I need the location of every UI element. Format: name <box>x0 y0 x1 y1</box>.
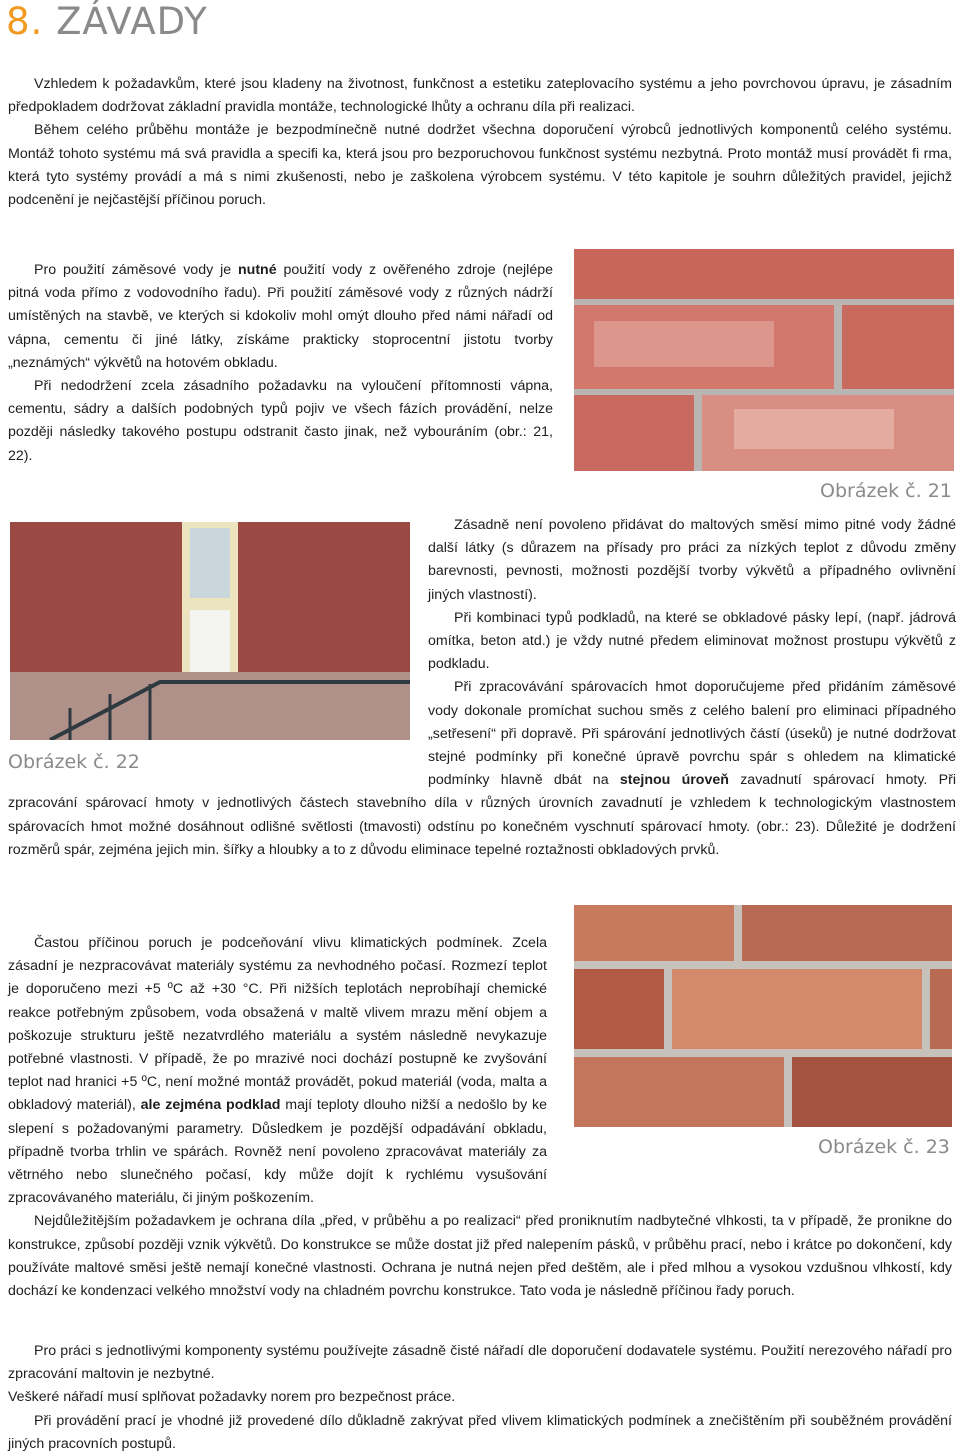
mortar-paragraph-1: Zásadně není povoleno přidávat do maltových směsí mimo pitné vody žádné další látky (s důrazem na přísady pro práci za nízkých teplot z důvodu změny barevnosti, pevnosti, možnosti pozdější tvorby výkvětů a případného ovlivnění jiných vlastností). <box>428 517 956 603</box>
climate-text-b: mají teploty dlouho nižší a nedošlo by ke slepení s požadovanými parametry. Důsledkem je pozdější odpadávání obkladu, případně tvorba trhlin ve spárách. Rovněž není povoleno zpracovávat materiály za větrného nebo slunečného počasí, kdy může dojít k rychlému vysušování zpracovávaného materiálu, či jiným poškozením. <box>8 1097 547 1207</box>
figure-23-caption: Obrázek č. 23 <box>818 1136 950 1158</box>
intro-section <box>8 73 952 212</box>
tools-paragraph-2: Veškeré nářadí musí splňovat požadavky norem pro bezpečnost práce. <box>8 1389 456 1406</box>
water-text-bold: nutné <box>238 262 277 278</box>
water-text-a: Pro použití záměsové vody je <box>34 262 238 278</box>
figure-22-caption: Obrázek č. 22 <box>8 751 140 773</box>
climate-text-a: Častou příčinou poruch je podceňování vlivu klimatických podmínek. Zcela zásadní je nezpracovávat materiály systému za nevhodného počasí. Rozmezí teplot je doporučeno mezi +5 ºC až +30 °C. Při nižších teplotách neprobíhají chemické reakce potřebným způsobem, voda obsažená v maltě vlivem mrazu mění objem a poškozuje strukturu ještě nezatvrdlého materiálu a systém následně nevykazuje potřebné vlastnosti. V případě, že po mrazivé noci dochází postupně ke zvyšování teplot nad hranici +5 ºC, není možné montáž provádět, pokud materiál (voda, malta a obkladový materiál), <box>8 935 547 1114</box>
intro-paragraph-2: Během celého průběhu montáže je bezpodmínečně nutné dodržet všechna doporučení výrobců jednotlivých komponentů celého systému. Montáž tohoto systému má svá pravidla a specifi ka, která jsou pro bezporuchovou funkčnost systému nezbytná. Proto montáž musí provádět fi rma, která tyto systémy provádí a má s nimi zkušenosti, nebo je zaškolena výrobcem systému. V této kapitole je souhrn důležitých pravidel, jejichž podcenění je nejčastější příčinou poruch. <box>8 122 952 209</box>
photo-figure-21 <box>574 249 954 471</box>
tools-paragraph-3: Při provádění prací je vhodné již provedené dílo důkladně zakrývat před vlivem klimatických podmínek a znečištěním při souběžném provádění jiných pracovních postupů. <box>8 1412 952 1452</box>
chapter-title: ZÁVADY <box>56 0 208 43</box>
figure-21-caption: Obrázek č. 21 <box>820 480 952 502</box>
water-paragraph-1 <box>8 259 553 375</box>
water-text-b: použití vody z ověřeného zdroje (nejlépe pitná voda přímo z vodovodního řadu). Při použití záměsové vody z různých nádrží umístěných na stavbě, ve kterých si kdokoliv mohl omýt dlouho před námi nářadí od vápna, cementu či jiné látky, získáme prakticky stoprocentní jistotu tvorby „neznámých“ výkvětů na hotovém obkladu. <box>8 262 553 371</box>
chapter-number: 8. <box>6 0 44 43</box>
intro-paragraph-1: Vzhledem k požadavkům, které jsou kladeny na životnost, funkčnost a estetiku zateplovacího systému a jeho povrchovou úpravu, je zásadním předpokladem dodržovat základní pravidla montáže, technologické lhůty a ochranu díla při realizaci. <box>8 76 952 116</box>
water-paragraph-2: Při nedodržení zcela zásadního požadavku na vyloučení přítomnosti vápna, cementu, sádry a dalších podobných typů pojiv ve všech fázích provádění, nelze později následky takového postupu odstranit často jinak, než vybouráním (obr.: 21, 22). <box>8 378 553 464</box>
mortar-section <box>8 514 956 862</box>
figure-23-spacer <box>547 932 952 1206</box>
figure-22-spacer <box>8 514 428 790</box>
mortar-text-a: Při zpracovávání spárovacích hmot doporučujeme před přidáním záměsové vody dokonale promíchat suchou směs z celého balení pro eliminaci případného „setřesení“ při dopravě. Při spárování jednotlivých částí (úseků) je nutné dodržovat stejné podmínky při konečné úpravě povrchu spár s ohledem na klimatické podmínky hlavně dbát na <box>428 679 956 789</box>
tools-paragraph-1: Pro práci s jednotlivými komponenty systému používejte zásadně čisté nářadí dle doporučení dodavatele systému. Použití nerezového nářadí pro zpracování maltovin je nezbytné. <box>8 1343 952 1383</box>
climate-text-bold: ale zejména podklad <box>140 1097 281 1114</box>
mortar-text-b: zavadnutí spárovací hmoty. Při zpracování spárovací hmoty v jednotlivých částech stavebního díla v různých úrovních zavadnutí je vzhledem k technologickým vlastnostem spárovacích hmot možné dosáhnout odlišné světlosti (tmavosti) odstínu po konečném vyschnutí spárovací hmoty. (obr.: 23). Důležité je dodržení rozměrů spár, zejména jejich min. šířky a hloubky a to z důvodu eliminace tepelné roztažnosti obkladových prvků. <box>8 772 956 858</box>
water-section <box>8 259 553 468</box>
tools-section <box>8 1340 952 1456</box>
climate-paragraph-2: Nejdůležitějším požadavkem je ochrana díla „před, v průběhu a po realizaci“ před proniknutím nadbytečné vlhkosti, ta v případě, že pronikne do konstrukce, způsobí později vznik výkvětů. Do konstrukce se může dostat již před nalepením pásků, v průběhu prací, nebo i krátce po dokončení, kdy používáte maltové směsi ještě nemají konečné vlastnosti. Ochrana je nutná nejen před deštěm, ale i před mlhou a vysokou vzdušnou vlhkostí, kdy dochází ke kondenzaci velkého množství vody na chladném povrchu konstrukce. Tato voda je následně příčinou řady poruch. <box>8 1213 952 1300</box>
mortar-paragraph-2: Při kombinaci typů podkladů, na které se obkladové pásky lepí, (např. jádrová omítka, beton atd.) je vždy nutné předem eliminovat možnost prostupu výkvětů z podkladu. <box>428 609 956 673</box>
page-title <box>6 0 208 44</box>
mortar-text-bold: stejnou úroveň <box>619 772 729 789</box>
climate-section <box>8 932 952 1303</box>
